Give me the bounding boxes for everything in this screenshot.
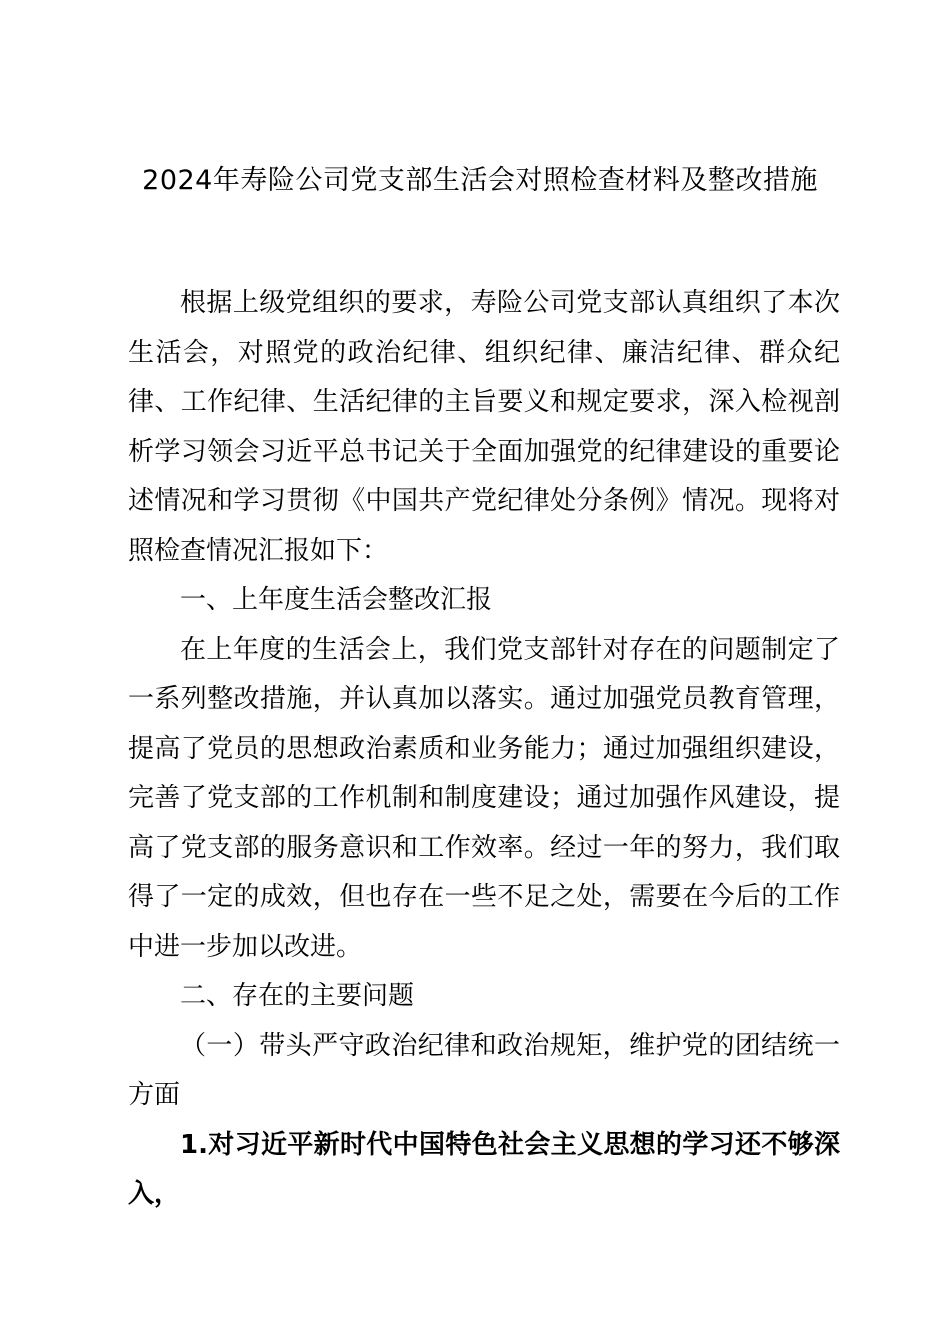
document-body bbox=[128, 279, 840, 1220]
intro-paragraph: 根据上级党组织的要求，寿险公司党支部认真组织了本次生活会，对照党的政治纪律、组织纪律、廉洁纪律、群众纪律、工作纪律、生活纪律的主旨要义和规定要求，深入检视剖析学习领会习近平总书记关于全面加强党的纪律建设的重要论述情况和学习贯彻《中国共产党纪律处分条例》情况。现将对照检查情况汇报如下： bbox=[128, 288, 840, 566]
subsection-heading-1: （一）带头严守政治纪律和政治规矩，维护党的团结统一方面 bbox=[128, 1030, 840, 1110]
document-title: 2024年寿险公司党支部生活会对照检查材料及整改措施 bbox=[142, 165, 818, 196]
problem-item-1: 1.对习近平新时代中国特色社会主义思想的学习还不够深入， bbox=[128, 1129, 840, 1209]
rectification-paragraph: 在上年度的生活会上，我们党支部针对存在的问题制定了一系列整改措施，并认真加以落实。通过加强党员教育管理，提高了党员的思想政治素质和业务能力；通过加强组织建设，完善了党支部的工作机制和制度建设；通过加强作风建设，提高了党支部的服务意识和工作效率。经过一年的努力，我们取得了一定的成效，但也存在一些不足之处，需要在今后的工作中进一步加以改进。 bbox=[128, 634, 840, 962]
section-heading-1: 一、上年度生活会整改汇报 bbox=[180, 585, 493, 615]
section-heading-2: 二、存在的主要问题 bbox=[180, 981, 415, 1011]
